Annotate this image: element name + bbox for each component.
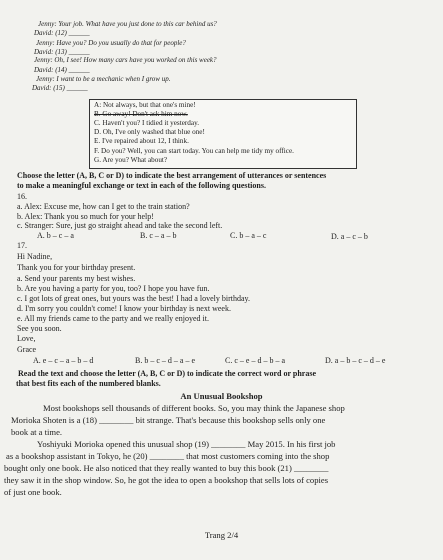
q17-line-e: e. All my friends came to the party and we really enjoyed it. bbox=[17, 314, 209, 323]
option-b: B. Go away! Don't ask him now. bbox=[94, 110, 188, 118]
dialogue-line-5: Jenny: Oh, I see! How many cars have you worked on this week? bbox=[34, 56, 217, 64]
q17-answer-b[interactable]: B. b – c – d – a – e bbox=[135, 356, 195, 365]
q17-answer-d[interactable]: D. a – b – c – d – e bbox=[325, 356, 386, 365]
q16-line-b: b. Alex: Thank you so much for your help! bbox=[17, 212, 154, 221]
option-a: A: Not always, but that one's mine! bbox=[94, 101, 196, 109]
q16-answer-c[interactable]: C. b – a – c bbox=[230, 231, 267, 240]
question-17-number: 17. bbox=[17, 241, 27, 250]
q17-line-c: c. I got lots of great ones, but yours was the best! I had a lovely birthday. bbox=[17, 294, 250, 303]
dialogue-line-7: Jenny: I want to be a mechanic when I grow up. bbox=[36, 75, 171, 83]
dialogue-line-8: David: (15) ______ bbox=[32, 84, 88, 92]
q17-line-1: Hi Nadine, bbox=[17, 252, 53, 261]
passage-line-4: Yoshiyuki Morioka opened this unusual shop (19) ________ May 2015. In his first job bbox=[37, 439, 336, 449]
section-instruction-cloze-cont: that best fits each of the numbered blanks. bbox=[16, 379, 161, 388]
section-instruction-arrangement: Choose the letter (A, B, C or D) to indicate the best arrangement of utterances or sentences bbox=[17, 171, 327, 180]
q17-answer-a[interactable]: A. e – c – a – b – d bbox=[33, 356, 94, 365]
option-e: E. I've repaired about 12, I think. bbox=[94, 137, 189, 145]
options-box bbox=[89, 99, 357, 169]
passage-line-5: as a bookshop assistant in Tokyo, he (20) ________ that most customers coming into the shop bbox=[6, 451, 330, 461]
passage-line-1: Most bookshops sell thousands of different books. So, you may think the Japanese shop bbox=[43, 403, 345, 413]
passage-line-6: bought only one book. He also noticed that they really wanted to buy this book (21) ________ bbox=[4, 463, 329, 473]
passage-title: An Unusual Bookshop bbox=[180, 391, 263, 401]
question-16-number: 16. bbox=[17, 192, 27, 201]
q16-answer-b[interactable]: B. c – a – b bbox=[140, 231, 177, 240]
q17-line-d: d. I'm sorry you couldn't come! I know your birthday is next week. bbox=[17, 304, 231, 313]
dialogue-line-6: David: (14) ______ bbox=[34, 66, 90, 74]
q17-line-a: a. Send your parents my best wishes. bbox=[17, 274, 136, 283]
q17-line-closing: See you soon. bbox=[17, 324, 62, 333]
q17-line-love: Love, bbox=[17, 334, 36, 343]
q17-line-b: b. Are you having a party for you, too? I hope you have fun. bbox=[17, 284, 210, 293]
dialogue-line-1: Jenny: Your job. What have you just done to this car behind us? bbox=[38, 20, 217, 28]
q16-line-a: a. Alex: Excuse me, how can I get to the train station? bbox=[17, 202, 190, 211]
passage-line-3: book at a time. bbox=[11, 427, 63, 437]
q17-line-signature: Grace bbox=[17, 345, 37, 354]
option-d: D. Oh, I've only washed that blue one! bbox=[94, 128, 205, 136]
section-instruction-arrangement-cont: to make a meaningful exchange or text in each of the following questions. bbox=[17, 181, 266, 190]
section-instruction-cloze: Read the text and choose the letter (A, B, C or D) to indicate the correct word or phrase bbox=[18, 369, 317, 378]
page-number-footer: Trang 2/4 bbox=[204, 530, 239, 540]
q16-answer-d[interactable]: D. a – c – b bbox=[331, 232, 368, 241]
option-f: F. Do you? Well, you can start today. You can help me tidy my office. bbox=[94, 147, 294, 155]
q17-answer-c[interactable]: C. c – e – d – b – a bbox=[225, 356, 285, 365]
q16-line-c: c. Stranger: Sure, just go straight ahead and take the second left. bbox=[17, 221, 223, 230]
dialogue-line-3: Jenny: Have you? Do you usually do that for people? bbox=[36, 39, 186, 47]
passage-line-2: Morioka Shoten is a (18) ________ bit strange. That's because this bookshop sells only one bbox=[11, 415, 326, 425]
q17-line-2: Thank you for your birthday present. bbox=[17, 263, 136, 272]
passage-line-7: they saw it in the shop window. So, he got the idea to open a bookshop that sells lots of copies bbox=[4, 475, 329, 485]
q16-answer-a[interactable]: A. b – c – a bbox=[37, 231, 74, 240]
option-g: G. Are you? What about? bbox=[94, 156, 168, 164]
passage-line-8: of just one book. bbox=[4, 487, 62, 497]
option-c: C. Haven't you? I tidied it yesterday. bbox=[94, 119, 200, 127]
dialogue-line-2: David: (12) ______ bbox=[34, 29, 90, 37]
dialogue-line-4: David: (13) ______ bbox=[34, 48, 90, 56]
